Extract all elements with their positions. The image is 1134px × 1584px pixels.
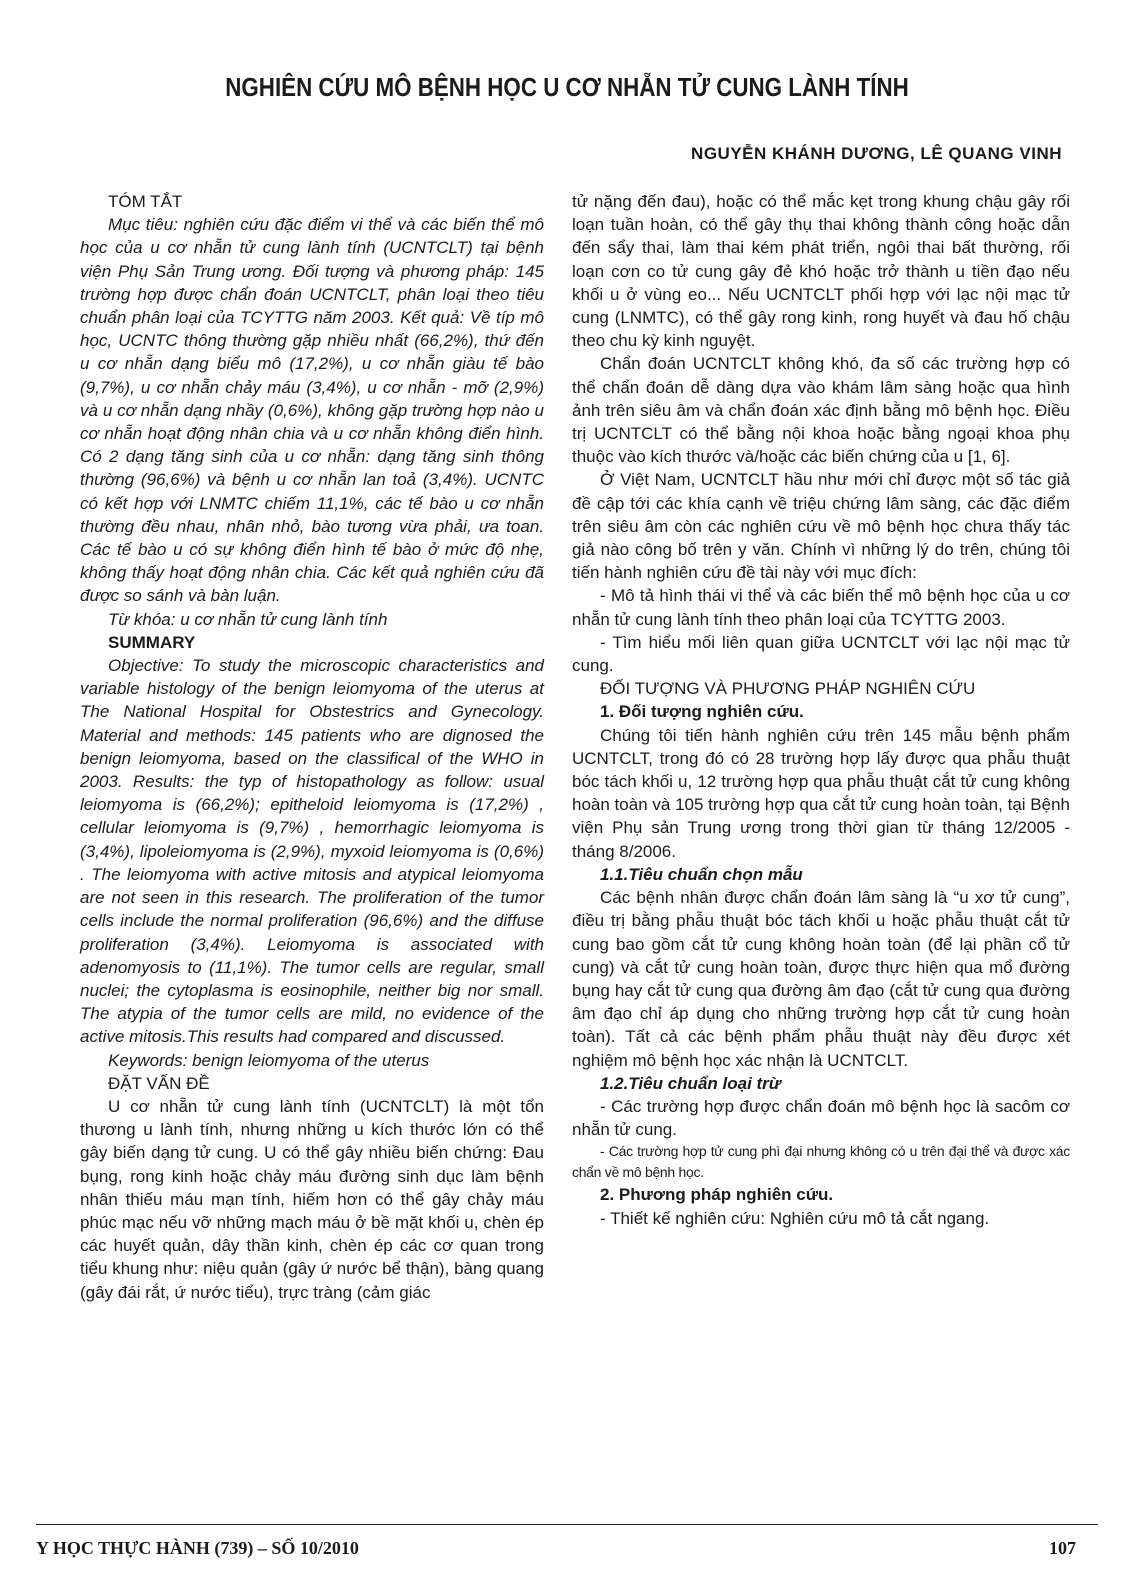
datvande-heading: ĐẶT VẤN ĐỀ	[108, 1073, 210, 1093]
subjects-heading: 1. Đối tượng nghiên cứu.	[600, 702, 804, 722]
exclusion-heading: 1.2.Tiêu chuẩn loại trừ	[600, 1073, 781, 1093]
summary-heading: SUMMARY	[108, 632, 196, 652]
inclusion-paragraph: Các bệnh nhân được chẩn đoán lâm sàng là “u xơ tử cung”, điều trị bằng phẫu thuật bóc tách khối u hoặc phẫu thuật cắt tử cung bao gồm cắt tử cung không hoàn toàn (để lại phần cổ tử cung) và cắt tử cung hoàn toàn, được thực hiện qua mổ đường bụng hay cắt tử cung qua đường âm đạo (cắt tử cung qua đường âm đạo chỉ áp dụng cho những trường hợp cắt tử cung hoàn toàn). Tất cả các bệnh phẩm phẫu thuật này đều được xét nghiệm mô bệnh học xác nhận là UCNTCLT.	[572, 888, 1070, 1070]
tomtat-heading: TÓM TẮT	[108, 192, 183, 211]
tomtat-keywords: Từ khóa: u cơ nhẵn tử cung lành tính	[108, 609, 388, 629]
diagnosis-paragraph: Chẩn đoán UCNTCLT không khó, đa số các trường hợp có thể chẩn đoán dễ dàng dựa vào khám lâm sàng hoặc qua hình ảnh trên siêu âm và chẩn đoán xác định bằng mô bệnh học. Điều trị UCNTCLT có thể bằng nội khoa hoặc bằng ngoại khoa phụ thuộc vào kích thước và/hoặc các biến chứng của u [1, 6].	[572, 354, 1070, 467]
objective-item-2: - Tìm hiểu mối liên quan giữa UCNTCLT với lạc nội mạc tử cung.	[572, 632, 1070, 676]
exclusion-item-2: - Các trường hợp tử cung phì đại nhưng không có u trên đại thể và được xác chẩn về mô bệnh học.	[572, 1143, 1070, 1181]
authors: NGUYỄN KHÁNH DƯƠNG, LÊ QUANG VINH	[691, 144, 1062, 163]
methods-subheading: 2. Phương pháp nghiên cứu.	[600, 1185, 834, 1205]
subjects-paragraph: Chúng tôi tiến hành nghiên cứu trên 145 mẫu bệnh phẩm UCNTCLT, trong đó có 28 trường hợp lấy được qua phẫu thuật bóc tách khối u, 12 trường hợp qua phẫu thuật cắt tử cung không hoàn toàn và 105 trường hợp qua cắt tử cung hoàn toàn, tại Bệnh viện Phụ sản Trung ương trong thời gian từ tháng 12/2005 - tháng 8/2006.	[572, 725, 1070, 861]
journal-name: Y HỌC THỰC HÀNH (739) – SỐ 10/2010	[36, 1538, 359, 1558]
left-column	[80, 190, 544, 1304]
right-column	[572, 190, 1070, 1230]
tomtat-body: Mục tiêu: nghiên cứu đặc điểm vi thể và các biến thể mô học của u cơ nhẵn tử cung lành tính (UCNTCLT) tại bệnh viện Phụ Sản Trung ương. Đối tượng và phương pháp: 145 trường hợp được chẩn đoán UCNTCLT, phân loại theo tiêu chuẩn phân loại của TCYTTG năm 2003. Kết quả: Về típ mô học, UCNTC thông thường gặp nhiều nhất (66,2%), thứ đến u cơ nhẵn dạng biểu mô (17,2%), u cơ nhẵn giàu tế bào (9,7%), u cơ nhẵn chảy máu (3,4%), u cơ nhẵn - mỡ (2,9%) và u cơ nhẵn dạng nhầy (0,6%), không gặp trường hợp nào u cơ nhẵn hoạt động nhân chia và u cơ nhẵn không điển hình. Có 2 dạng tăng sinh của u cơ nhẵn: dạng tăng sinh thông thường (96,6%) và bệnh u cơ nhẵn lan toả (3,4%). UCNTC có kết hợp với LNMTC chiếm 11,1%, các tế bào u cơ nhẵn thường đều nhau, nhân nhỏ, bào tương vừa phải, ưa toan. Các tế bào u có sự không điển hình tế bào ở mức độ nhẹ, không thấy hoạt động nhân chia. Các kết quả nghiên cứu đã được so sánh và bàn luận.	[80, 215, 544, 606]
intro-paragraph-continued: tử nặng đến đau), hoặc có thể mắc kẹt trong khung chậu gây rối loạn tuần hoàn, có thể gây thụ thai không thành công hoặc dẫn đến sẩy thai, làm thai kém phát triển, ngôi thai bất thường, rối loạn cơn co tử cung gây đẻ khó hoặc trở thành u tiền đạo nếu khối u ở vùng eo... Nếu UCNTCLT phối hợp với lạc nội mạc tử cung (LNMTC), có thể gây rong kinh, rong huyết và đau hố chậu theo chu kỳ kinh nguyệt.	[572, 192, 1070, 351]
datvande-body: U cơ nhẵn tử cung lành tính (UCNTCLT) là một tổn thương u lành tính, nhưng những u kích thước lớn có thể gây biến dạng tử cung. U có thể gây nhiều biến chứng: Đau bụng, rong kinh hoặc chảy máu đường sinh dục làm bệnh nhân thiếu máu mạn tính, hiếm hơn có thể gây chảy máu phúc mạc nếu vỡ những mạch máu ở bề mặt khối u, chèn ép các huyết quản, dây thần kinh, chèn ép các cơ quan trong tiểu khung như: niệu quản (gây ứ nước bể thận), bàng quang (gây đái rắt, ứ nước tiểu), trực tràng (cảm giác	[80, 1096, 544, 1302]
summary-keywords: Keywords: benign leiomyoma of the uterus	[108, 1050, 430, 1070]
exclusion-item-1: - Các trường hợp được chẩn đoán mô bệnh học là sacôm cơ nhẵn tử cung.	[572, 1096, 1070, 1140]
footer-rule	[36, 1524, 1098, 1525]
design-paragraph: - Thiết kế nghiên cứu: Nghiên cứu mô tả cắt ngang.	[600, 1208, 990, 1228]
article-title: NGHIÊN CỨU MÔ BỆNH HỌC U CƠ NHẴN TỬ CUNG LÀNH TÍNH	[225, 72, 909, 102]
objective-item-1: - Mô tả hình thái vi thể và các biến thể mô bệnh học của u cơ nhẵn tử cung lành tính theo phân loại của TCYTTG 2003.	[572, 586, 1070, 629]
inclusion-heading: 1.1.Tiêu chuẩn chọn mẫu	[600, 864, 803, 884]
summary-body: Objective: To study the microscopic characteristics and variable histology of the benign leiomyoma of the uterus at The National Hospital for Obstestrics and Gynecology. Material and methods: 145 patients who are dignosed the benign leiomyoma, based on the classifical of the WHO in 2003. Results: the typ of histopathology as follow: usual leiomyoma is (66,2%); epitheloid leiomyoma is (17,2%) , cellular leiomyoma is (9,7%) , hemorrhagic leiomyoma is (3,4%), lipoleiomyoma is (2,9%), myxoid leiomyoma is (0,6%) . The leiomyoma with active mitosis and atypical leiomyoma are not seen in this research. The proliferation of the tumor cells include the normal proliferation (96,6%) and the diffuse proliferation (3,4%). Leiomyoma is associated with adenomyosis to (11,1%). The tumor cells are regular, small nuclei; the cytoplasma is eosinophile, neither big nor small. The atypia of the tumor cells are mild, no evidence of the active mitosis.This results had compared and discussed.	[80, 656, 544, 1047]
page-number: 107	[1049, 1538, 1076, 1558]
methods-heading: ĐỐI TƯỢNG VÀ PHƯƠNG PHÁP NGHIÊN CỨU	[600, 679, 976, 699]
vietnam-paragraph: Ở Việt Nam, UCNTCLT hầu như mới chỉ được một số tác giả đề cập tới các khía cạnh về triệu chứng lâm sàng, các đặc điểm trên siêu âm còn các nghiên cứu về mô bệnh học chưa thấy tác giả nào công bố trên y văn. Chính vì những lý do trên, chúng tôi tiến hành nghiên cứu đề tài này với mục đích:	[572, 470, 1070, 583]
